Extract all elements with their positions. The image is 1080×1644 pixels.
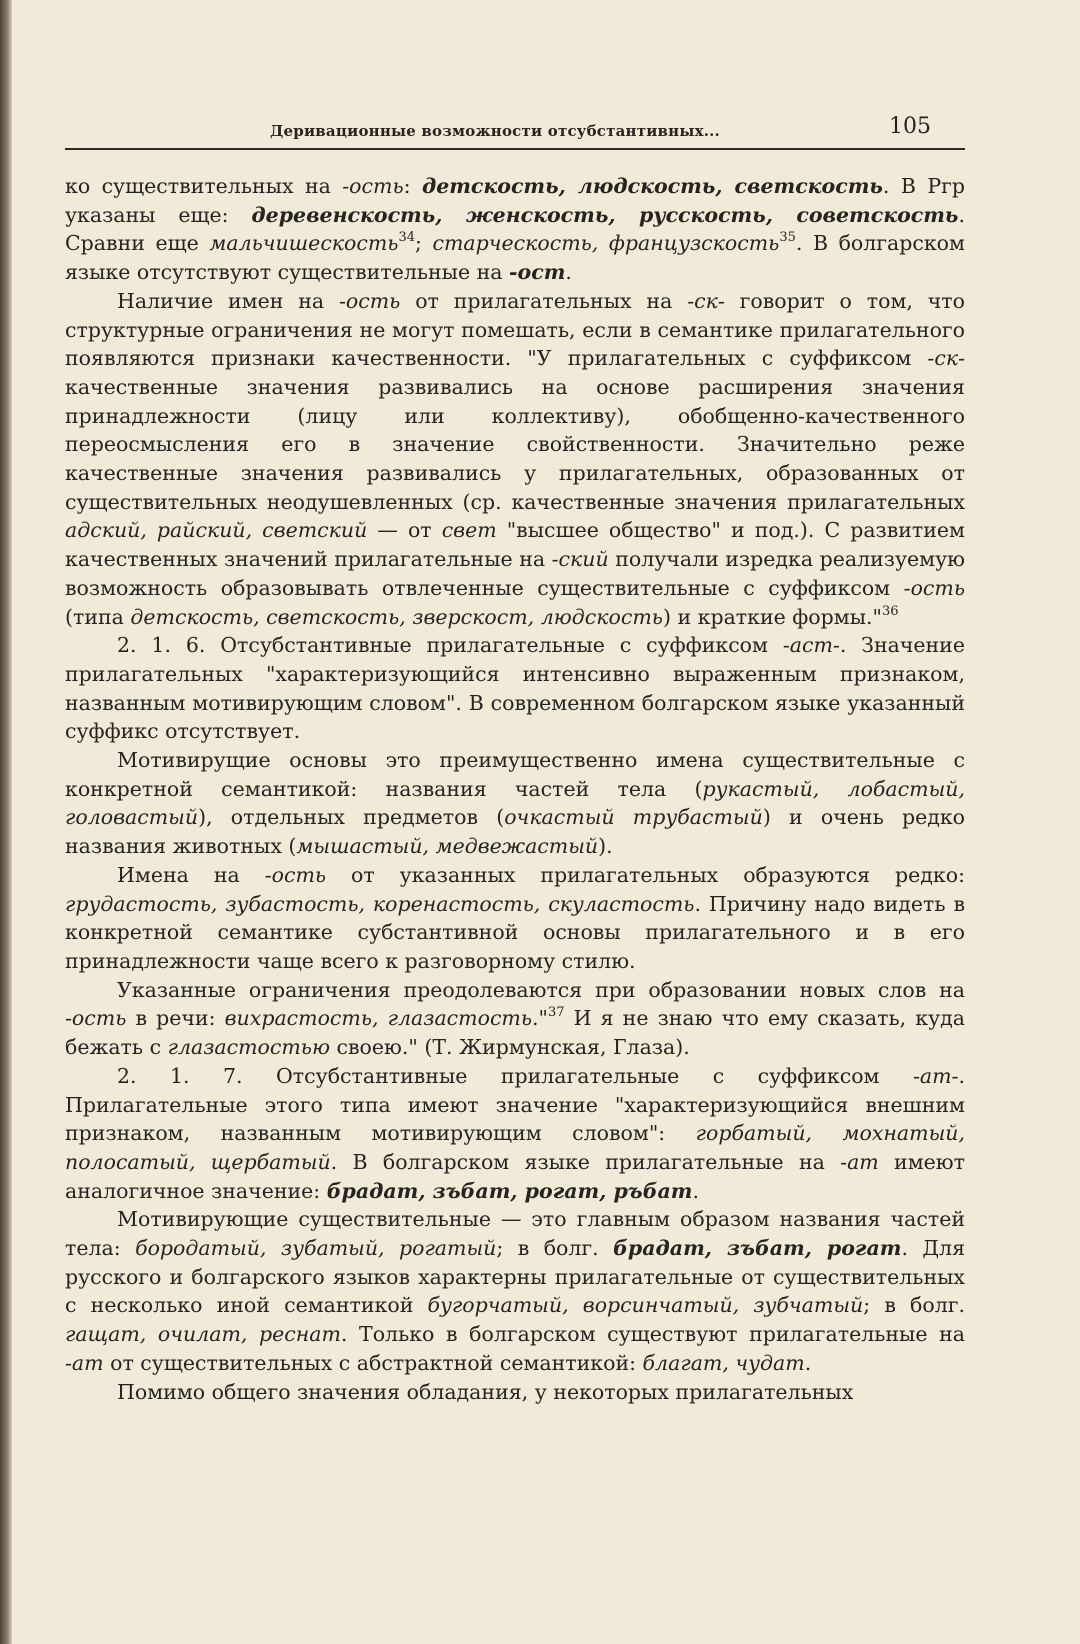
paragraph [65, 976, 965, 1062]
text-run: . В болгарском языке отсутствуют существительные на [65, 231, 965, 285]
italic-example: -ост [509, 260, 566, 285]
italic-example: -ость [264, 862, 327, 887]
italic-example: благат, чудат [642, 1350, 805, 1375]
paragraph [65, 1205, 965, 1377]
footnote-ref: 35 [779, 230, 796, 246]
running-title: Деривационные возможности отсубстантивных... [270, 122, 720, 140]
text-run: ). [598, 834, 613, 859]
text-run: ) и краткие формы." [662, 604, 882, 629]
paragraph [65, 287, 965, 631]
text-run: Мотивирущие основы это преимущественно имена существительные с конкретной семантикой: названия частей тела ( [65, 748, 965, 801]
text-run: имеют аналогичное значение: [65, 1149, 965, 1203]
italic-example: -ость [342, 174, 404, 198]
footnote-ref: 37 [547, 1005, 565, 1021]
text-run: получали изредка реализуемую возможность образовывать отвлеченные существительные с суффиксом [65, 547, 965, 600]
book-spine-shadow [0, 0, 12, 1644]
italic-example: -ость [338, 288, 401, 313]
text-run: ), отдельных предметов ( [198, 805, 505, 830]
italic-example: горбатый, мохнатый, полосатый, щербатый [65, 1121, 965, 1174]
paragraph [65, 1378, 965, 1407]
italic-example: грудастость, зубастость, коренастость, скуластость [65, 891, 695, 916]
italic-example: вихрастость, глазастость [224, 1006, 533, 1031]
text-run: . Значение прилагательных "характеризующийся интенсивно выраженным признаком, названным мотивирующим словом". В современном болгарском языке указанный суффикс отсутствует. [65, 633, 965, 744]
italic-example: -ск- [687, 288, 725, 313]
italic-example: бугорчатый, ворсинчатый, зубчатый [427, 1293, 864, 1318]
text-run: Указанные ограничения преодолеваются при образовании новых слов на [117, 977, 965, 1002]
italic-example: детскость, светскость, зверскост, людскость [130, 604, 663, 629]
italic-example: детскость, людскость, светскость [421, 174, 883, 198]
text-run: . Сравни еще [65, 202, 965, 256]
text-run: Наличие имен на [117, 288, 339, 313]
italic-example: -ский [551, 547, 609, 572]
text-run: . Прилагательные этого типа имеют значение "характеризующийся внешним признаком, названным мотивирующим словом": [65, 1063, 965, 1146]
text-run: Мотивирующие существительные — это главным образом названия частей тела: [65, 1207, 965, 1261]
book-page [65, 0, 965, 1644]
footnote-ref: 34 [398, 230, 416, 246]
text-run: Имена на [117, 862, 265, 887]
text-run: . В Ргр указаны еще: [65, 174, 965, 227]
paragraph [65, 172, 965, 287]
text-run: . [692, 1178, 700, 1203]
italic-example: -ат [65, 1350, 104, 1375]
text-run: от прилагательных на [400, 288, 688, 313]
italic-example: адский, райский, светский [65, 518, 368, 543]
paragraph [65, 861, 965, 976]
text-run: ) и очень редко названия животных ( [65, 805, 965, 859]
italic-example: -ат- [912, 1063, 959, 1088]
page-number: 105 [889, 114, 931, 139]
text-run: ; [415, 231, 433, 256]
body-text [65, 172, 965, 1406]
text-run: от существительных с абстрактной семантикой: [103, 1350, 643, 1375]
text-run: . Только в болгарском существуют прилагательные на [340, 1322, 965, 1347]
text-run: : [403, 174, 422, 198]
text-run: (типа [65, 604, 131, 629]
italic-example: рукастый, лобастый, головастый [65, 776, 965, 830]
italic-example: глазастостью [167, 1035, 331, 1060]
italic-example: очкастый трубастый [504, 805, 763, 830]
text-run: . [565, 260, 572, 285]
paragraph [65, 1062, 965, 1206]
text-run: качественные значения развивались на основе расширения значения принадлежности (лицу или коллективу), обобщенно-качественного переосмысления его в значение свойственности. Значительно реже качественные значения развивались у прилагательных, образованных от существительных неодушевленных (ср. качественные значения прилагательных [65, 374, 965, 514]
text-run: 2. 1. 7. Отсубстантивные прилагательные с суффиксом [117, 1063, 913, 1088]
italic-example: -аст- [782, 633, 840, 658]
text-run: ; в болг. [863, 1293, 965, 1318]
italic-example: -ат [840, 1149, 879, 1174]
italic-example: брадат, зъбат, рогат, ръбат [326, 1178, 693, 1203]
italic-example: -ск- [927, 346, 965, 371]
text-run: . Для русского и болгарского языков характерны прилагательные от существительных с несколько иной семантикой [65, 1236, 966, 1318]
text-run: . [804, 1350, 812, 1375]
text-run: в речи: [126, 1006, 225, 1031]
footnote-ref: 36 [881, 603, 899, 619]
text-run: — от [367, 518, 442, 543]
italic-example: бородатый, зубатый, рогатый [135, 1236, 497, 1261]
text-run: ; в болг. [496, 1236, 614, 1261]
text-run: . В болгарском языке прилагательные на [330, 1149, 841, 1174]
text-run: ко существительных на [65, 174, 343, 198]
text-run: 2. 1. 6. Отсубстантивные прилагательные с суффиксом [117, 633, 783, 658]
italic-example: мальчишескость [209, 231, 399, 256]
italic-example: -ость [903, 575, 965, 600]
text-run: И я не знаю что ему сказать, куда бежать с [65, 1006, 965, 1060]
italic-example: свет [441, 518, 497, 543]
italic-example: мышастый, медвежастый [296, 834, 599, 859]
italic-example: старческость, французскость [432, 231, 780, 256]
text-run: своею." (Т. Жирмунская, Глаза). [330, 1035, 690, 1060]
text-run: от указанных прилагательных образуются редко: [326, 862, 965, 887]
text-run: ." [532, 1006, 548, 1031]
text-run: . Причину надо видеть в конкретной семантике субстантивной основы прилагательного и в его принадлежности чаще всего к разговорному стилю. [65, 891, 965, 973]
text-run: "высшее общество" и под.). С развитием качественных значений прилагательные на [65, 518, 966, 572]
italic-example: гащат, очилат, реснат [65, 1322, 341, 1347]
running-head [65, 108, 965, 150]
paragraph [65, 746, 965, 861]
text-run: Помимо общего значения обладания, у некоторых прилагательных [117, 1379, 854, 1404]
italic-example: брадат, зъбат, рогат [613, 1236, 902, 1261]
paragraph [65, 631, 965, 746]
text-run: говорит о том, что структурные ограничения не могут помешать, если в семантике прилагательного появляются признаки качественности. "У прилагательных с суффиксом [65, 288, 965, 371]
italic-example: -ость [65, 1006, 127, 1031]
italic-example: деревенскость, женскость, русскость, советскость [251, 202, 959, 227]
